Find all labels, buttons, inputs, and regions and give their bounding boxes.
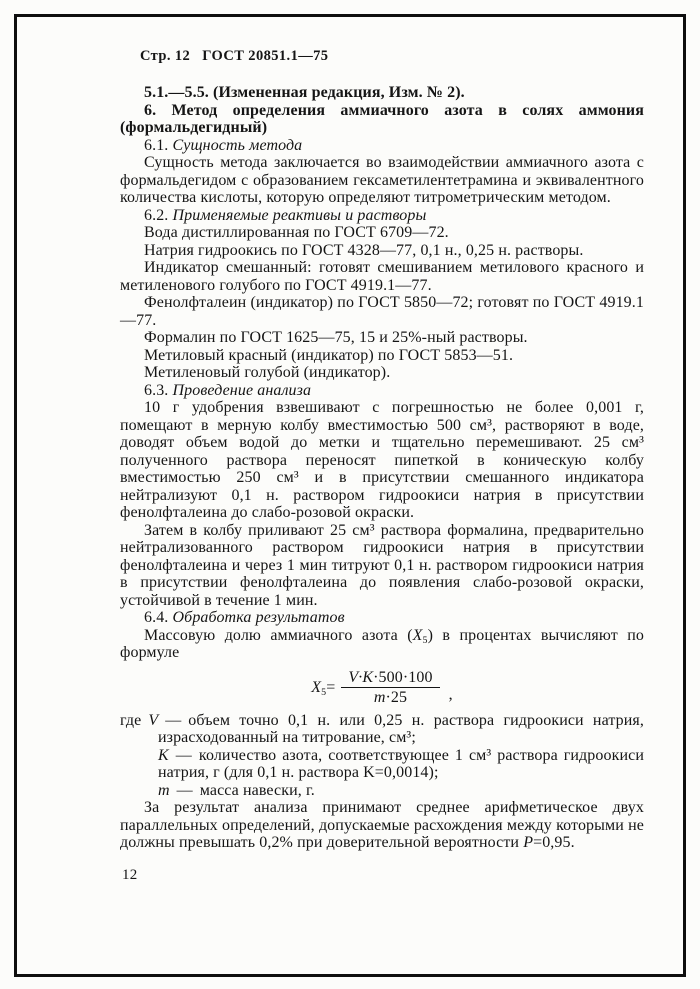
result-text-tail: =0,95.	[533, 834, 575, 851]
doc-number: ГОСТ 20851.1—75	[202, 48, 329, 64]
reagent-item: Метиленовый голубой (индикатор).	[144, 364, 391, 381]
section-6-2-heading	[120, 207, 644, 225]
page-number: 12	[122, 866, 138, 883]
numerator-constants: ·500·100	[373, 668, 433, 686]
mass-fraction-intro	[120, 627, 644, 662]
analysis-paragraph-2: Затем в колбу приливают 25 см³ раствора формалина, предварительно нейтрализованного раствором гидроокиси натрия в присутствии фенолфталеина и через 1 мин титруют 0,1 н. раствором гидроокиси натрия в присутствии фенолфталеина до появления слабо-розовой окраски, устойчивой в течение 1 мин.	[120, 521, 644, 609]
reagent-item: Натрия гидроокись по ГОСТ 4328—77, 0,1 н., 0,25 н. растворы.	[144, 241, 584, 259]
essence-paragraph: Сущность метода заключается во взаимодействии аммиачного азота с формальдегидом с образованием гексаметилентетрамина и эквивалентного количества кислоты, которую определяют титрометрическим методом.	[120, 154, 644, 206]
numerator-variables: V·K	[348, 668, 374, 686]
section-number: 6.3.	[144, 381, 169, 399]
document-body	[120, 84, 644, 852]
section-number: 6.1.	[144, 136, 169, 154]
result-rule-paragraph	[120, 799, 644, 852]
reagent-item: Вода дистиллированная по ГОСТ 6709—72.	[144, 224, 449, 241]
legend-description: количество азота, соответствующее 1 см³ раствора гидроокиси натрия, г (для 0,1 н. раствора K=0,0014);	[158, 746, 644, 781]
legend-description: объем точно 0,1 н. или 0,25 н. раствора гидроокиси натрия, израсходованный на титрование, см³;	[158, 711, 644, 746]
equals-sign: =	[326, 678, 336, 696]
legend-lead: где	[120, 711, 142, 729]
reagent-item: Метиловый красный (индикатор) по ГОСТ 5853—51.	[144, 346, 514, 364]
variable-subscript: 5	[321, 686, 327, 698]
section-6-1-heading	[120, 137, 644, 155]
formula	[120, 662, 644, 712]
section-title: Применяемые реактивы и растворы	[172, 206, 427, 224]
fraction	[341, 669, 439, 707]
result-text: За результат анализа принимают среднее арифметическое двух параллельных определений, допускаемые расхождения между которыми не должны превышать 0,2% при доверительной вероятности	[120, 799, 644, 851]
formula-lhs	[311, 679, 335, 697]
section-6-heading: 6. Метод определения аммиачного азота в солях аммония (формальдегидный)	[120, 101, 644, 136]
variable-x: X	[311, 678, 322, 696]
legend-item-v	[120, 712, 644, 747]
reagent-item: Индикатор смешанный: готовят смешиванием метилового красного и метиленового голубого по ГОСТ 4919.1—77.	[120, 259, 644, 294]
denominator-variable: m	[373, 689, 386, 706]
variable-p: P	[523, 834, 534, 851]
formula-trailing-comma: ,	[448, 686, 453, 703]
variable-subscript: 5	[422, 634, 428, 646]
section-title: Сущность метода	[172, 136, 303, 154]
section-6-4-heading	[120, 609, 644, 627]
formula-legend	[120, 712, 644, 800]
amendment-text: (Измененная редакция, Изм. № 2).	[213, 84, 465, 101]
reagent-item: Фенолфталеин (индикатор) по ГОСТ 5850—72; готовят по ГОСТ 4919.1—77.	[120, 294, 644, 329]
section-number: 6.2.	[144, 206, 169, 224]
amendment-note	[120, 84, 644, 102]
page-label: Стр. 12	[140, 48, 191, 64]
section-6-3-heading	[120, 382, 644, 400]
legend-variable: V	[148, 711, 159, 729]
dash: —	[176, 781, 193, 799]
legend-description: масса навески, г.	[199, 781, 315, 799]
analysis-paragraph-1: 10 г удобрения взвешивают с погрешностью не более 0,001 г, помещают в мерную колбу вместимостью 500 см³, растворяют в воде, доводят объем водой до метки и тщательно перемешивают. 25 см³ полученного раствора переносят пипеткой в коническую колбу вместимостью 250 см³ и в присутствии смешанного индикатора нейтрализуют 0,1 н. раствором гидроокиси натрия в присутствии фенолфталеина до слабо-розовой окраски.	[120, 399, 644, 521]
dash: —	[175, 746, 192, 764]
reagent-item: Формалин по ГОСТ 1625—75, 15 и 25%-ный растворы.	[144, 329, 528, 346]
intro-text: Массовую долю аммиачного азота (	[144, 626, 413, 644]
variable-x: X	[412, 626, 423, 644]
legend-variable: m	[158, 781, 170, 799]
clause-range: 5.1.—5.5.	[144, 84, 209, 101]
page-content	[120, 48, 644, 884]
intro-text-tail: ) в процентах вычисляют по формуле	[120, 626, 644, 661]
legend-variable: K	[158, 746, 169, 764]
running-header	[140, 48, 644, 65]
section-title: Проведение анализа	[172, 381, 312, 399]
legend-item-m	[120, 782, 644, 800]
legend-item-k	[120, 747, 644, 782]
fraction-numerator	[341, 669, 439, 689]
dash: —	[165, 711, 182, 729]
denominator-constant: ·25	[385, 689, 408, 706]
fraction-denominator	[374, 688, 407, 707]
section-number: 6.4.	[144, 609, 169, 626]
section-title: Обработка результатов	[172, 609, 345, 626]
